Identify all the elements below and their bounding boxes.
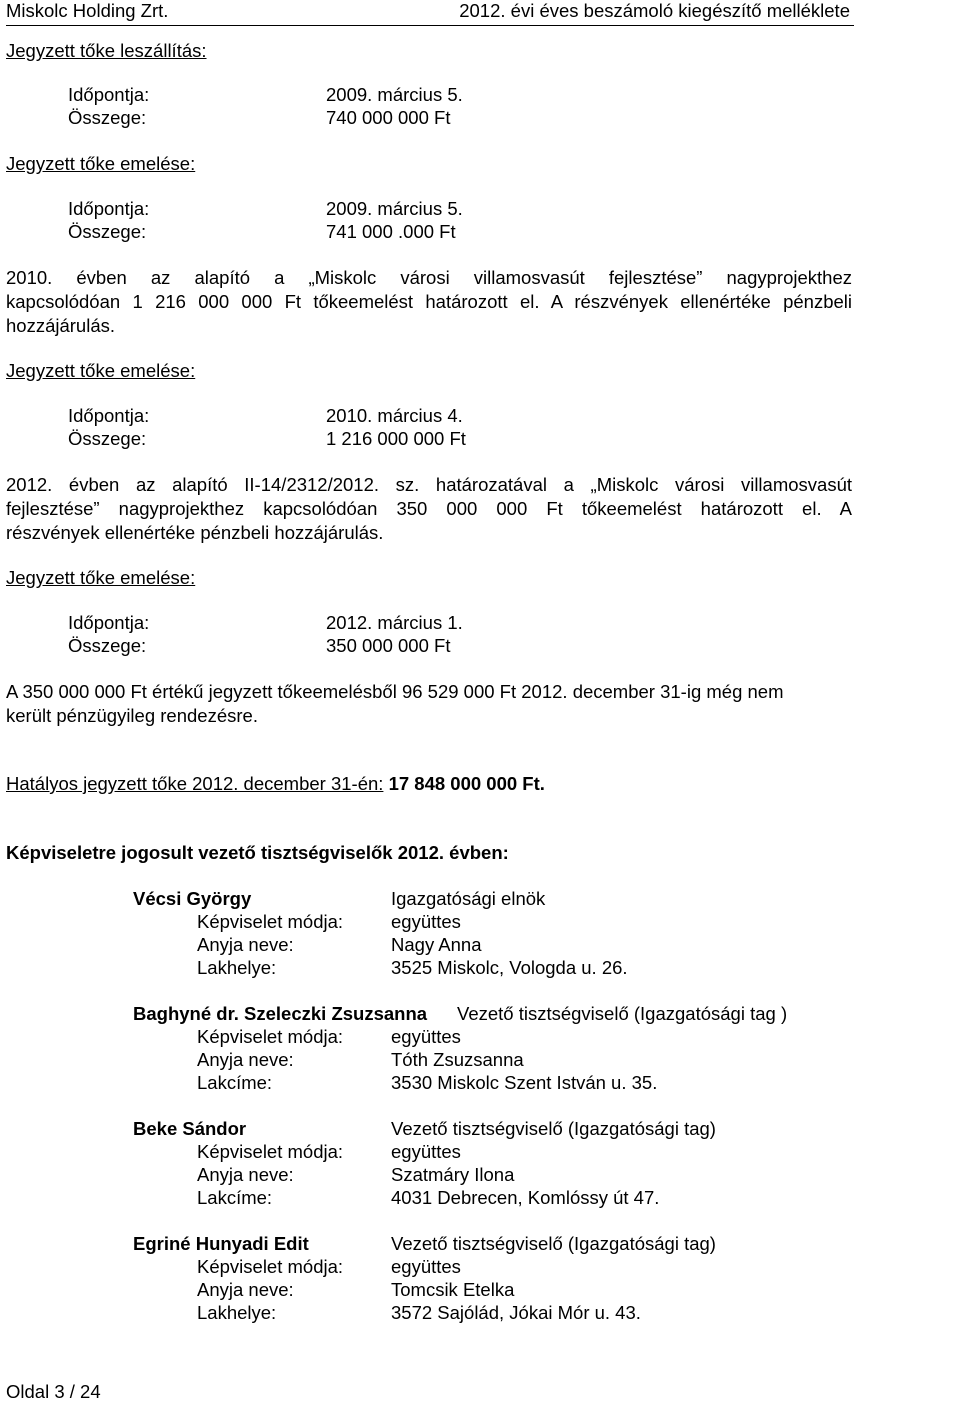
- rep-value: együttes: [391, 1026, 461, 1047]
- amount-label: Összege:: [68, 107, 147, 128]
- header-company: Miskolc Holding Zrt.: [6, 0, 169, 21]
- mother-value: Nagy Anna: [391, 934, 482, 955]
- amount-value: 740 000 000 Ft: [326, 107, 451, 128]
- date-label: Időpontja:: [68, 405, 150, 426]
- mother-value: Tomcsik Etelka: [391, 1279, 515, 1300]
- date-value: 2012. március 1.: [326, 612, 463, 633]
- paragraph-line: 2012. évben az alapító II-14/2312/2012. sz. határozatával a „Miskolc városi villamosvasút: [6, 474, 852, 495]
- rep-label: Képviselet módja:: [197, 911, 344, 932]
- header-title: 2012. évi éves beszámoló kiegészítő melléklete: [459, 0, 850, 21]
- date-value: 2009. március 5.: [326, 198, 463, 219]
- mother-value: Szatmáry Ilona: [391, 1164, 515, 1185]
- mother-value: Tóth Zsuzsanna: [391, 1049, 524, 1070]
- addr-value: 4031 Debrecen, Komlóssy út 47.: [391, 1187, 660, 1208]
- date-label: Időpontja:: [68, 84, 150, 105]
- addr-label: Lakhelye:: [197, 957, 277, 978]
- officer-role: Vezető tisztségviselő (Igazgatósági tag ): [457, 1003, 788, 1024]
- date-value: 2009. március 5.: [326, 84, 463, 105]
- addr-label: Lakcíme:: [197, 1072, 273, 1093]
- paragraph-line: hozzájárulás.: [6, 315, 116, 336]
- section-title: Jegyzett tőke emelése:: [6, 567, 196, 588]
- addr-label: Lakhelye:: [197, 1302, 277, 1323]
- section-title: Jegyzett tőke emelése:: [6, 153, 196, 174]
- date-label: Időpontja:: [68, 612, 150, 633]
- rep-label: Képviselet módja:: [197, 1141, 344, 1162]
- paragraph-line: részvények ellenértéke pénzbeli hozzájárulás.: [6, 522, 384, 543]
- amount-value: 1 216 000 000 Ft: [326, 428, 466, 449]
- rep-value: együttes: [391, 1256, 461, 1277]
- rep-label: Képviselet módja:: [197, 1256, 344, 1277]
- officer-name: Egriné Hunyadi Edit: [133, 1233, 309, 1254]
- paragraph-line: fejlesztése” nagyprojekthez kapcsolódóan 350 000 000 Ft tőkeemelést határozott el. A: [6, 498, 852, 519]
- amount-label: Összege:: [68, 635, 147, 656]
- addr-value: 3525 Miskolc, Vologda u. 26.: [391, 957, 628, 978]
- paragraph-line: kapcsolódóan 1 216 000 000 Ft tőkeemelést határozott el. A részvények ellenértéke pénzbeli: [6, 291, 852, 312]
- mother-label: Anyja neve:: [197, 1279, 294, 1300]
- effective-capital: [6, 773, 545, 795]
- section-title: Jegyzett tőke emelése:: [6, 360, 196, 381]
- mother-label: Anyja neve:: [197, 1049, 294, 1070]
- addr-label: Lakcíme:: [197, 1187, 273, 1208]
- page-number: Oldal 3 / 24: [6, 1381, 101, 1402]
- amount-label: Összege:: [68, 428, 147, 449]
- mother-label: Anyja neve:: [197, 934, 294, 955]
- rep-label: Képviselet módja:: [197, 1026, 344, 1047]
- section-title: Jegyzett tőke leszállítás:: [6, 40, 207, 61]
- amount-label: Összege:: [68, 221, 147, 242]
- addr-value: 3572 Sajólád, Jókai Mór u. 43.: [391, 1302, 641, 1323]
- paragraph-line: 2010. évben az alapító a „Miskolc városi villamosvasút fejlesztése” nagyprojekthez: [6, 267, 852, 288]
- officers-heading: Képviseletre jogosult vezető tisztségviselők 2012. évben:: [6, 842, 509, 863]
- officer-role: Vezető tisztségviselő (Igazgatósági tag): [391, 1233, 716, 1254]
- amount-value: 741 000 .000 Ft: [326, 221, 456, 242]
- officer-name: Baghyné dr. Szeleczki Zsuzsanna: [133, 1003, 428, 1024]
- header-rule: [6, 25, 854, 26]
- effective-capital-label: Hatályos jegyzett tőke 2012. december 31-én:: [6, 773, 384, 794]
- effective-capital-value: 17 848 000 000 Ft.: [388, 773, 545, 794]
- date-value: 2010. március 4.: [326, 405, 463, 426]
- amount-value: 350 000 000 Ft: [326, 635, 451, 656]
- addr-value: 3530 Miskolc Szent István u. 35.: [391, 1072, 658, 1093]
- rep-value: együttes: [391, 911, 461, 932]
- date-label: Időpontja:: [68, 198, 150, 219]
- rep-value: együttes: [391, 1141, 461, 1162]
- paragraph-line: A 350 000 000 Ft értékű jegyzett tőkeemelésből 96 529 000 Ft 2012. december 31-ig még nem: [6, 681, 784, 702]
- officer-role: Vezető tisztségviselő (Igazgatósági tag): [391, 1118, 716, 1139]
- officer-name: Beke Sándor: [133, 1118, 247, 1139]
- paragraph-line: került pénzügyileg rendezésre.: [6, 705, 258, 726]
- mother-label: Anyja neve:: [197, 1164, 294, 1185]
- officer-role: Igazgatósági elnök: [391, 888, 546, 909]
- officer-name: Vécsi György: [133, 888, 252, 909]
